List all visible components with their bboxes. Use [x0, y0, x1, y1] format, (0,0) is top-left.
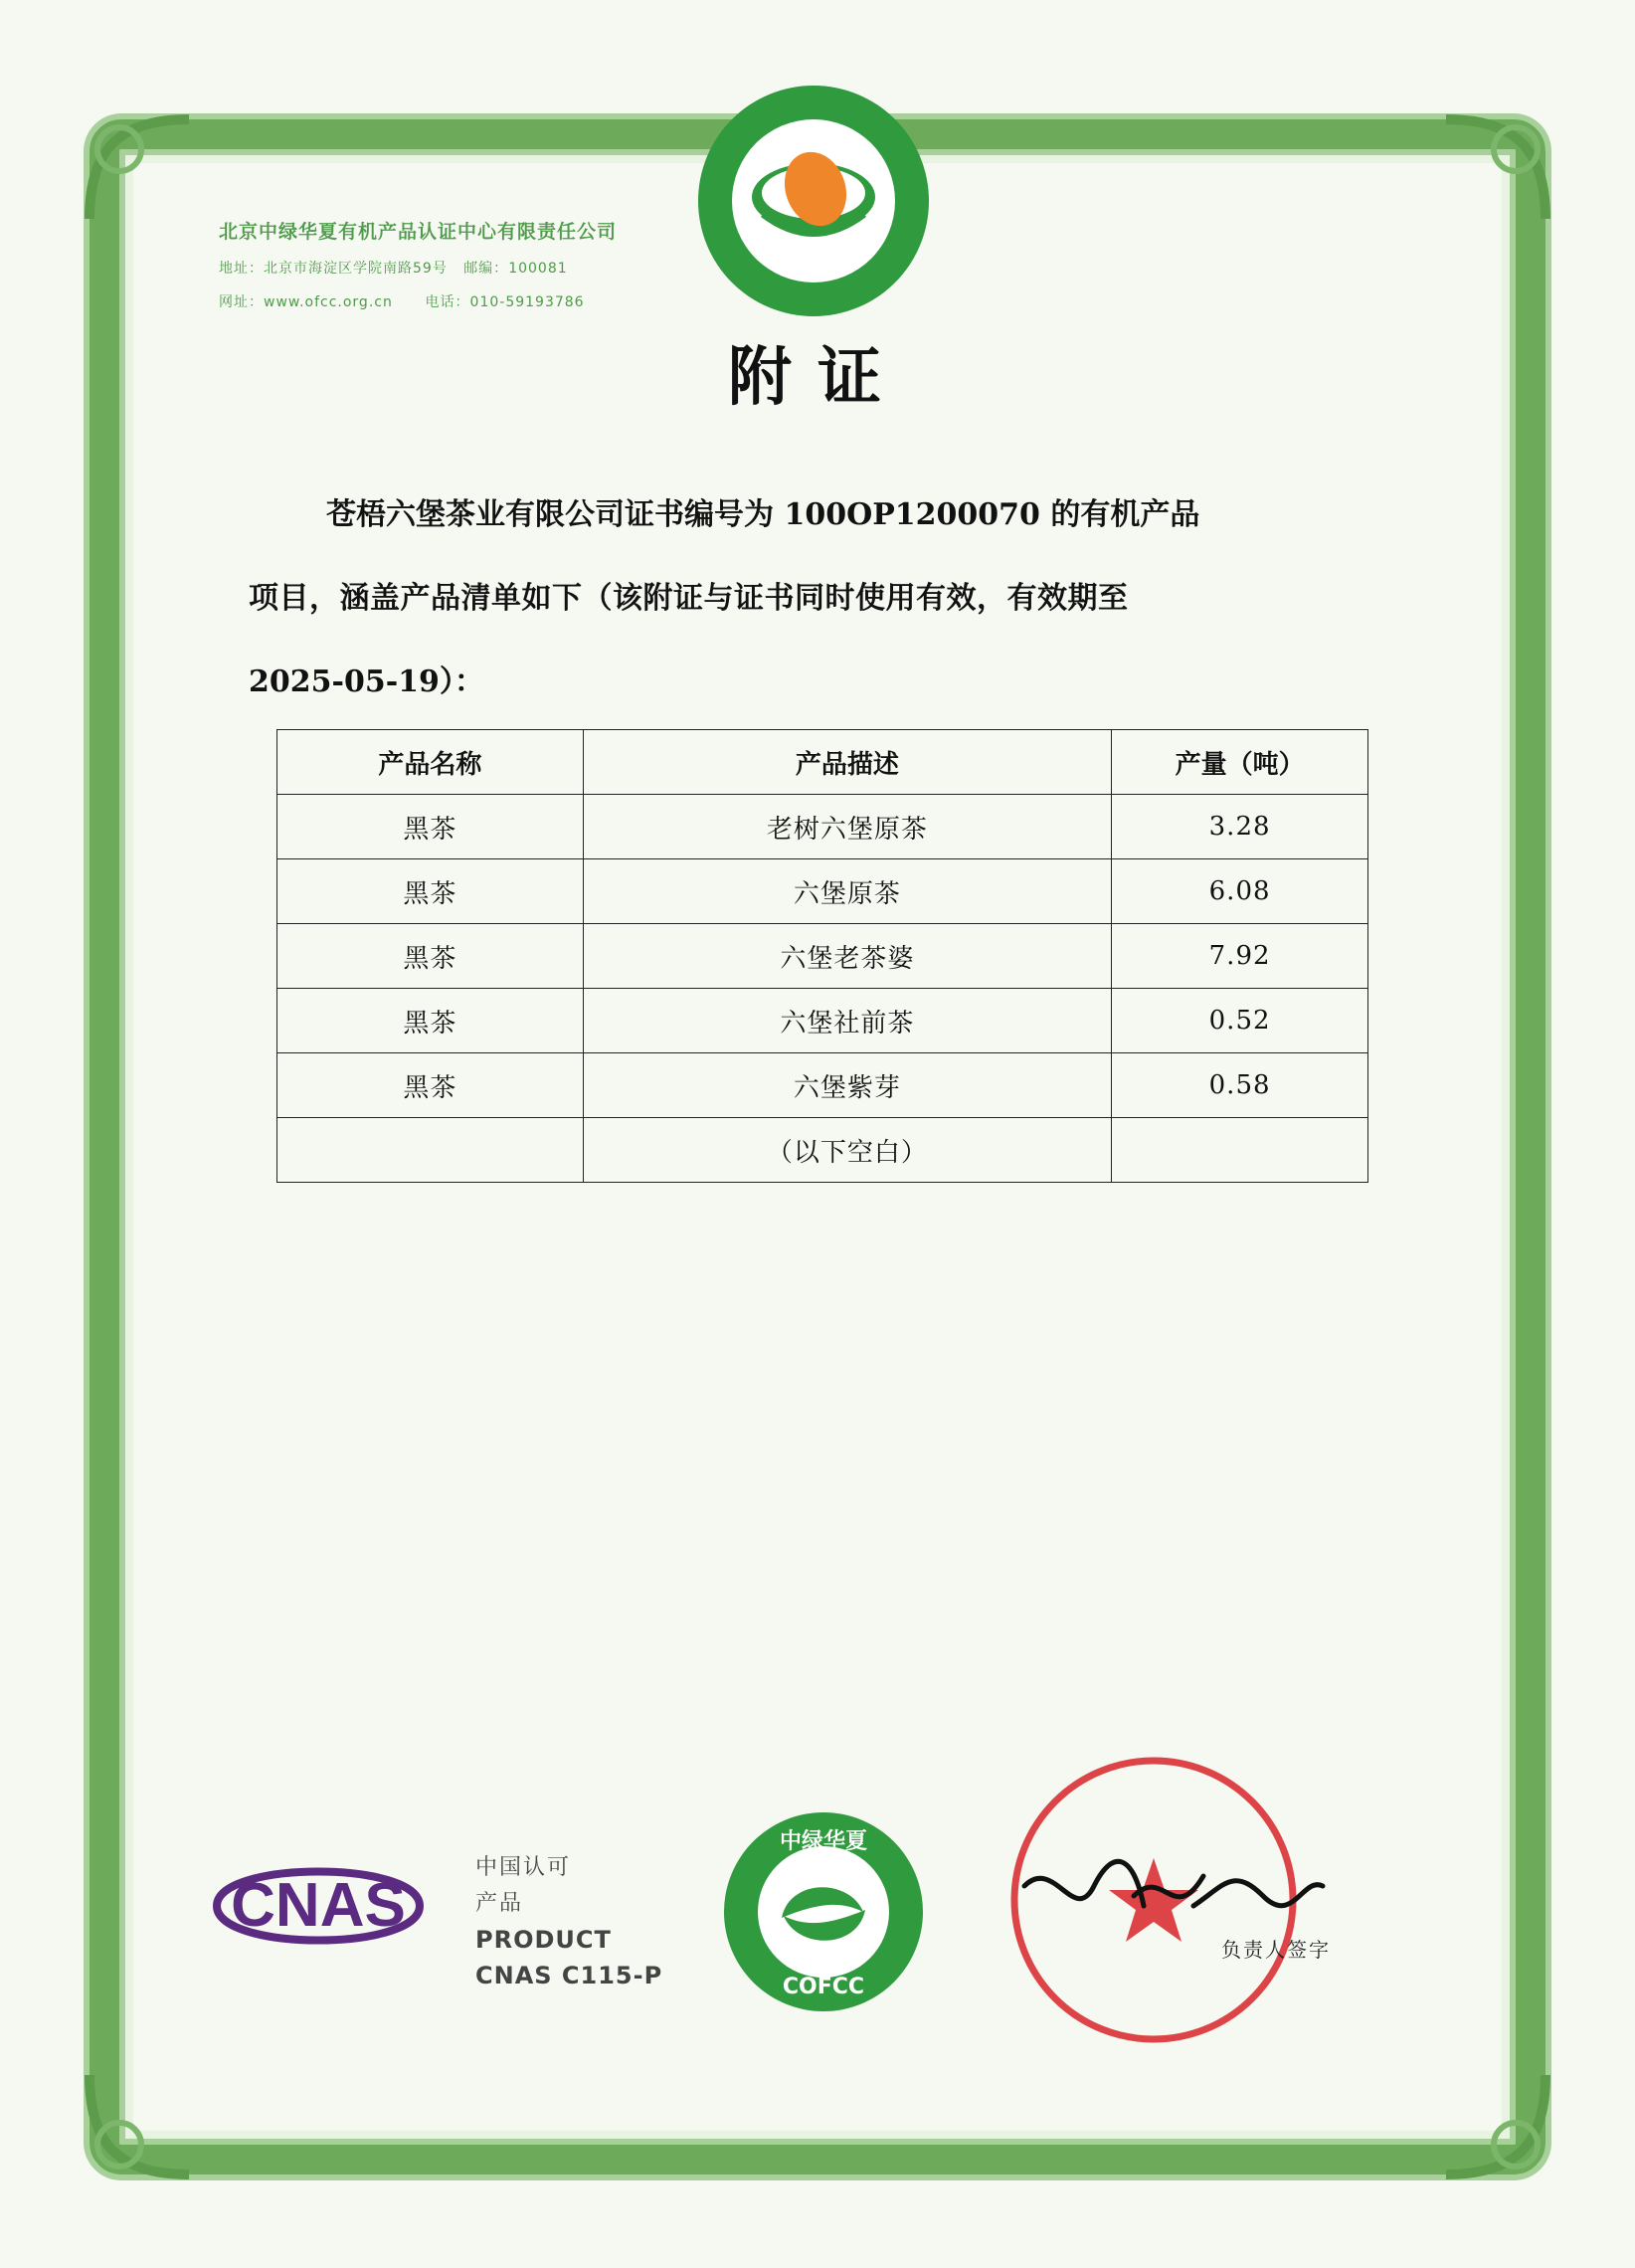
cell-product-name: 黑茶 — [277, 924, 584, 989]
address-value: 北京市海淀区学院南路59号 — [264, 261, 448, 277]
cnas-accreditation-text — [475, 1850, 662, 1993]
table-row-blank-note — [277, 1118, 1368, 1183]
handwritten-signature — [1014, 1846, 1333, 1946]
cnas-line-1: 中国认可 — [475, 1855, 572, 1880]
cofcc-bottom-text: COFCC — [782, 1975, 865, 1999]
header-product-description: 产品描述 — [583, 730, 1111, 795]
table-row — [277, 924, 1368, 989]
cell-product-description: 六堡老茶婆 — [583, 924, 1111, 989]
intro-line-3: 2025-05-19）： — [249, 664, 484, 699]
cnas-line-3: PRODUCT — [475, 1926, 612, 1954]
cell-output: 7.92 — [1112, 924, 1368, 989]
intro-line-1: 苍梧六堡茶业有限公司证书编号为 100OP1200070 的有机产品 — [326, 497, 1200, 532]
postcode-label: 邮编： — [463, 261, 509, 277]
header-output: 产量（吨） — [1112, 730, 1368, 795]
table-row — [277, 989, 1368, 1053]
cell-blank-note: （以下空白） — [583, 1118, 1111, 1183]
issuer-contact-line — [219, 291, 617, 311]
website-value: www.ofcc.org.cn — [264, 294, 393, 310]
cell-output: 3.28 — [1112, 795, 1368, 859]
cell-product-description: 老树六堡原茶 — [583, 795, 1111, 859]
cell-product-name: 黑茶 — [277, 795, 584, 859]
issuer-address-line — [219, 258, 617, 278]
cofcc-top-text: 中绿华夏 — [779, 1829, 868, 1854]
cell-product-name: 黑茶 — [277, 859, 584, 924]
cnas-line-2: 产品 — [475, 1891, 524, 1916]
postcode-value: 100081 — [508, 261, 568, 277]
cell-output — [1112, 1118, 1368, 1183]
cell-product-description: 六堡原茶 — [583, 859, 1111, 924]
organic-product-logo-icon — [694, 82, 933, 320]
intro-paragraph — [249, 473, 1402, 724]
corner-ornament-icon — [1436, 2065, 1555, 2184]
cnas-logo-text: CNAS — [231, 1871, 406, 1940]
issuer-name: 北京中绿华夏有机产品认证中心有限责任公司 — [219, 221, 618, 243]
product-table — [276, 729, 1368, 1183]
signature-label: 负责人签字 — [1221, 1938, 1331, 1962]
table-row — [277, 859, 1368, 924]
cell-output: 0.58 — [1112, 1053, 1368, 1118]
cnas-line-4: CNAS C115-P — [475, 1962, 663, 1989]
cell-product-description: 六堡社前茶 — [583, 989, 1111, 1053]
page-title: 附证 — [728, 341, 907, 415]
address-label: 地址： — [219, 261, 264, 277]
cell-product-name: 黑茶 — [277, 989, 584, 1053]
issuer-block — [219, 217, 617, 311]
cnas-logo — [197, 1848, 440, 1964]
table-row — [277, 1053, 1368, 1118]
intro-line-2: 项目，涵盖产品清单如下（该附证与证书同时使用有效，有效期至 — [249, 581, 1129, 616]
phone-label: 电话： — [425, 294, 470, 310]
cell-output: 0.52 — [1112, 989, 1368, 1053]
table-row — [277, 795, 1368, 859]
corner-ornament-icon — [80, 2065, 199, 2184]
website-label: 网址： — [219, 294, 264, 310]
cell-output: 6.08 — [1112, 859, 1368, 924]
corner-ornament-icon — [80, 109, 199, 229]
table-header-row — [277, 730, 1368, 795]
cell-product-description: 六堡紫芽 — [583, 1053, 1111, 1118]
cell-product-name — [277, 1118, 584, 1183]
corner-ornament-icon — [1436, 109, 1555, 229]
cofcc-logo — [720, 1808, 927, 2015]
phone-value: 010-59193786 — [469, 294, 585, 310]
header-product-name: 产品名称 — [277, 730, 584, 795]
cell-product-name: 黑茶 — [277, 1053, 584, 1118]
